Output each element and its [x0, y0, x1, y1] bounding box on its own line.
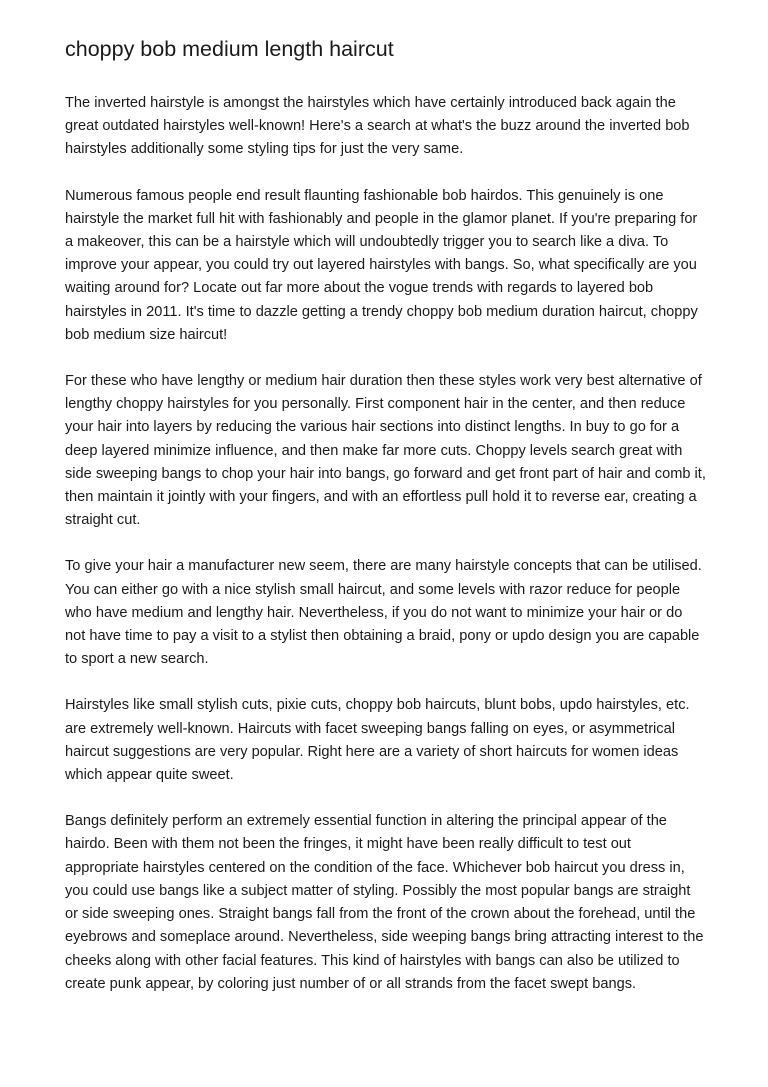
paragraph-3: For these who have lengthy or medium hair duration then these styles work very best alternative of lengthy choppy hairstyles for you personally. First component hair in the center, and then reduce your hair into layers by reducing the various hair sections into distinct lengths. In buy to go for a deep layered minimize influence, and then make far more cuts. Choppy levels search great with side sweeping bangs to chop your hair into bangs, go forward and get front part of hair and comb it, then maintain it jointly with your fingers, and with an effortless pull hold it to reverse ear, creating a straight cut. — [65, 373, 706, 529]
paragraph-5: Hairstyles like small stylish cuts, pixie cuts, choppy bob haircuts, blunt bobs, updo hairstyles, etc. are extremely well-known. Haircuts with facet sweeping bangs falling on eyes, or asymmetrical haircut suggestions are very popular. Right here are a variety of short haircuts for women ideas which appear quite sweet. — [65, 697, 690, 784]
paragraph-2: Numerous famous people end result flaunting fashionable bob hairdos. This genuinely is one hairstyle the market full hit with fashionably and people in the glamor planet. If you're preparing for a makeover, this can be a hairstyle which will undoubtedly trigger you to search like a diva. To improve your appear, you could try out layered hairstyles with bangs. So, what specifically are you waiting around for? Locate out far more about the vogue trends with regards to layered bob hairstyles in 2011. It's time to dazzle getting a trendy choppy bob medium duration haircut, choppy bob medium size haircut! — [65, 187, 698, 343]
paragraph-1: The inverted hairstyle is amongst the hairstyles which have certainly introduced back again the great outdated hairstyles well-known! Here's a search at what's the buzz around the inverted bob hairstyles additionally some styling tips for just the very same. — [65, 95, 690, 158]
paragraph-6: Bangs definitely perform an extremely essential function in altering the principal appear of the hairdo. Been with them not been the fringes, it might have been really difficult to test out appropriate hairstyles centered on the condition of the face. Whichever bob haircut you dress in, you could use bangs like a subject matter of styling. Possibly the most popular bangs are straight or side sweeping ones. Straight bangs fall from the front of the crown about the forehead, until the eyebrows and someplace around. Nevertheless, side weeping bangs bring attracting interest to the cheeks along with other facial features. This kind of hairstyles with bangs can also be utilized to create punk appear, by coloring just number of or all strands from the facet swept bangs. — [65, 813, 704, 992]
paragraph-4: To give your hair a manufacturer new seem, there are many hairstyle concepts that can be utilised. You can either go with a nice stylish small haircut, and some levels with razor reduce for people who have medium and lengthy hair. Nevertheless, if you do not want to minimize your hair or do not have time to pay a visit to a stylist then obtaining a braid, pony or updo design you are capable to sport a new search. — [65, 558, 702, 668]
page-title: choppy bob medium length haircut — [65, 37, 394, 61]
